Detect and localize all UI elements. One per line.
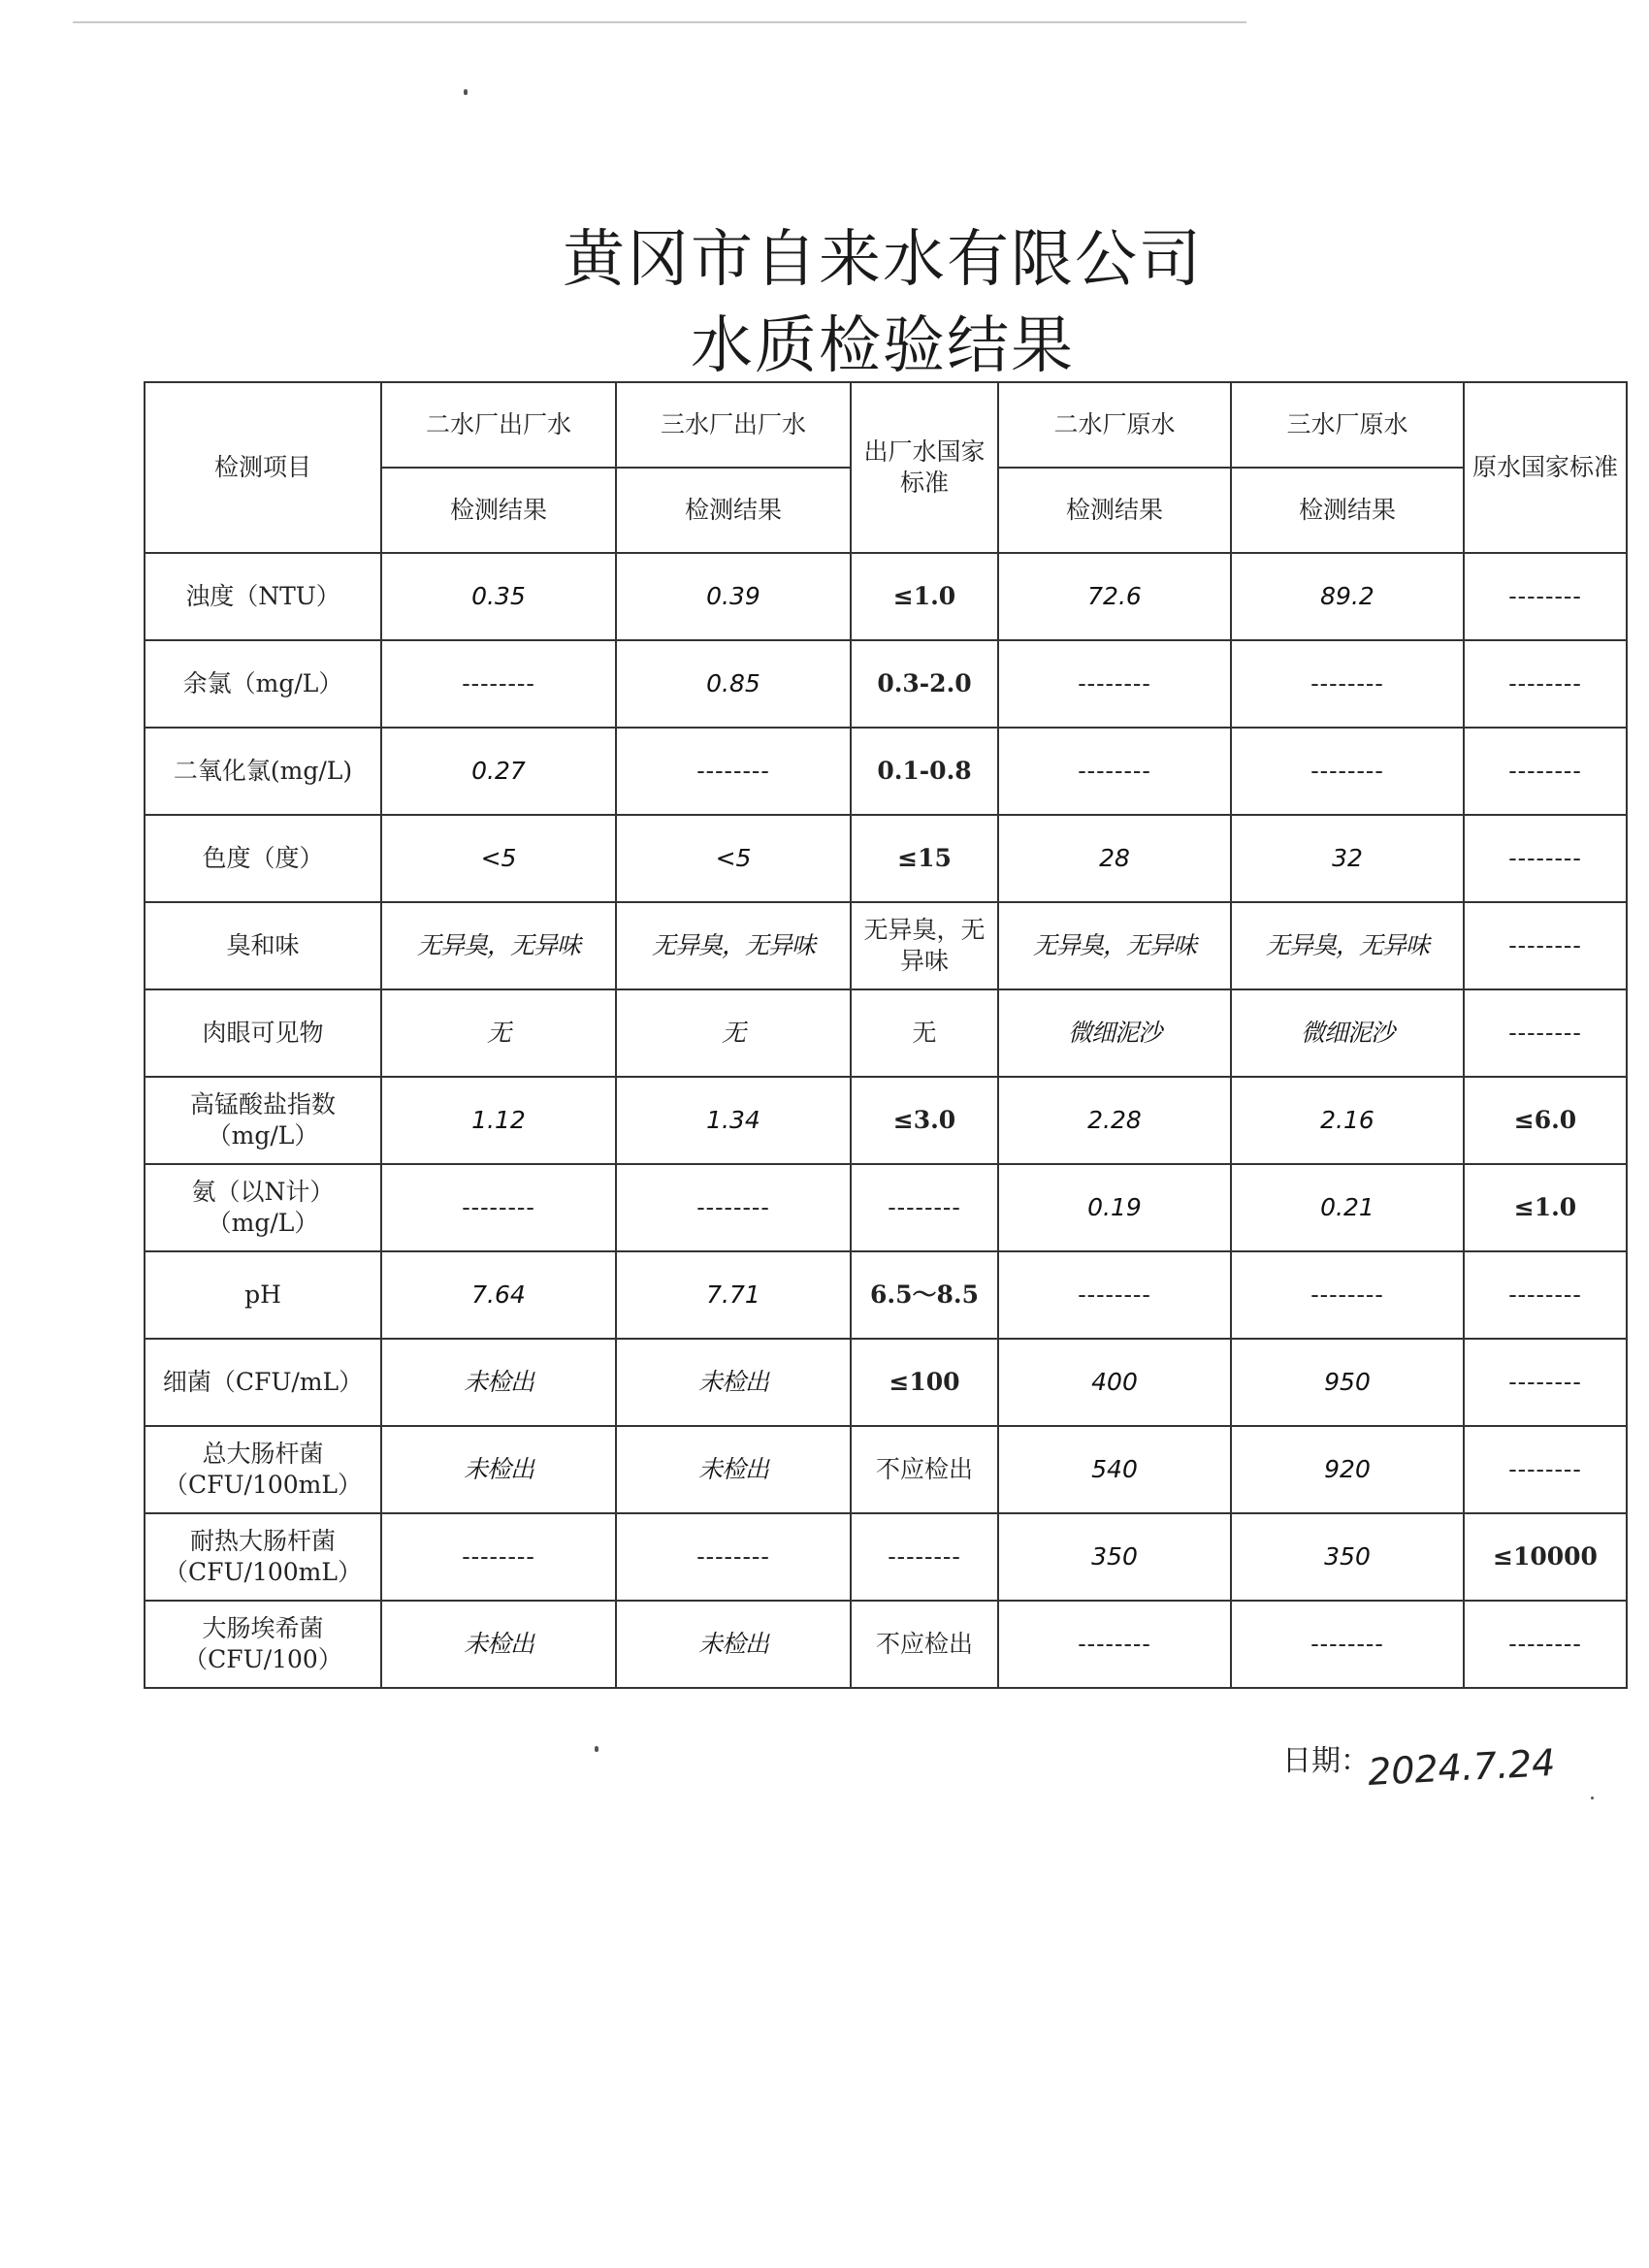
cell-raw-standard: -------- [1464,1251,1627,1339]
cell-out-standard: 不应检出 [851,1601,998,1688]
cell-out-standard: -------- [851,1513,998,1601]
cell-raw-standard: ≤10000 [1464,1513,1627,1601]
table-row [145,728,1627,815]
table-row [145,989,1627,1077]
header-result-label: 检测结果 [381,468,616,553]
cell-plant2-out: -------- [381,640,616,728]
cell-plant2-raw: -------- [998,1601,1231,1688]
cell-item: 臭和味 [145,902,381,989]
water-quality-table [144,381,1628,1689]
cell-item: 肉眼可见物 [145,989,381,1077]
header-plant3-out: 三水厂出厂水 [616,382,851,468]
cell-plant3-raw: 920 [1231,1426,1464,1513]
header-raw-standard: 原水国家标准 [1464,382,1627,553]
cell-out-standard: 无异臭，无异味 [851,902,998,989]
header-result-label: 检测结果 [1231,468,1464,553]
cell-item: 色度（度） [145,815,381,902]
cell-plant3-raw: -------- [1231,1601,1464,1688]
header-result-label: 检测结果 [616,468,851,553]
cell-item: 耐热大肠杆菌（CFU/100mL） [145,1513,381,1601]
cell-item: 浊度（NTU） [145,553,381,640]
cell-plant2-raw: 0.19 [998,1164,1231,1251]
cell-plant3-raw: 无异臭，无异味 [1231,902,1464,989]
cell-out-standard: 0.3-2.0 [851,640,998,728]
cell-item: 细菌（CFU/mL） [145,1339,381,1426]
cell-plant3-raw: 微细泥沙 [1231,989,1464,1077]
cell-plant3-out: -------- [616,728,851,815]
cell-out-standard: ≤100 [851,1339,998,1426]
header-out-standard: 出厂水国家标准 [851,382,998,553]
table-row [145,1339,1627,1426]
cell-plant3-raw: -------- [1231,640,1464,728]
cell-raw-standard: -------- [1464,989,1627,1077]
cell-plant2-out: 无异臭，无异味 [381,902,616,989]
cell-out-standard: ≤3.0 [851,1077,998,1164]
cell-plant2-out: 7.64 [381,1251,616,1339]
cell-raw-standard: -------- [1464,1426,1627,1513]
table-row [145,640,1627,728]
cell-plant2-out: 0.35 [381,553,616,640]
cell-item: 高锰酸盐指数（mg/L） [145,1077,381,1164]
table-row [145,553,1627,640]
cell-plant2-raw: -------- [998,728,1231,815]
cell-out-standard: ≤1.0 [851,553,998,640]
cell-out-standard: 0.1-0.8 [851,728,998,815]
cell-plant2-out: -------- [381,1164,616,1251]
table-row [145,1251,1627,1339]
cell-raw-standard: -------- [1464,902,1627,989]
cell-item: 大肠埃希菌（CFU/100） [145,1601,381,1688]
cell-plant3-out: 1.34 [616,1077,851,1164]
header-plant3-raw: 三水厂原水 [1231,382,1464,468]
cell-plant3-raw: 2.16 [1231,1077,1464,1164]
report-title: 水质检验结果 [691,310,1075,382]
table-row [145,902,1627,989]
cell-plant3-out: 0.85 [616,640,851,728]
cell-plant2-raw: 无异臭，无异味 [998,902,1231,989]
cell-item: 氨（以N计）（mg/L） [145,1164,381,1251]
cell-out-standard: ≤15 [851,815,998,902]
cell-out-standard: 6.5～8.5 [851,1251,998,1339]
cell-raw-standard: ≤6.0 [1464,1077,1627,1164]
cell-out-standard: 不应检出 [851,1426,998,1513]
cell-plant2-out: 1.12 [381,1077,616,1164]
cell-item: 二氧化氯(mg/L) [145,728,381,815]
header-plant2-raw: 二水厂原水 [998,382,1231,468]
cell-plant3-out: 无异臭，无异味 [616,902,851,989]
cell-plant2-raw: 72.6 [998,553,1231,640]
cell-plant2-raw: 微细泥沙 [998,989,1231,1077]
cell-plant3-raw: 89.2 [1231,553,1464,640]
header-item: 检测项目 [145,382,381,553]
table-row [145,1077,1627,1164]
table-row [145,815,1627,902]
cell-plant3-raw: 350 [1231,1513,1464,1601]
cell-item: 总大肠杆菌（CFU/100mL） [145,1426,381,1513]
cell-raw-standard: -------- [1464,553,1627,640]
table-row [145,1513,1627,1601]
cell-raw-standard: -------- [1464,1339,1627,1426]
cell-plant3-out: <5 [616,815,851,902]
cell-plant3-raw: 950 [1231,1339,1464,1426]
cell-item: pH [145,1251,381,1339]
header-plant2-out: 二水厂出厂水 [381,382,616,468]
cell-plant3-out: 0.39 [616,553,851,640]
header-result-label: 检测结果 [998,468,1231,553]
cell-plant2-raw: 28 [998,815,1231,902]
cell-raw-standard: ≤1.0 [1464,1164,1627,1251]
cell-plant3-out: -------- [616,1164,851,1251]
table-row [145,1164,1627,1251]
cell-plant2-out: 未检出 [381,1601,616,1688]
cell-plant2-out: <5 [381,815,616,902]
cell-plant2-raw: -------- [998,640,1231,728]
cell-plant2-out: -------- [381,1513,616,1601]
company-title: 黄冈市自来水有限公司 [563,224,1203,296]
cell-plant3-out: 无 [616,989,851,1077]
cell-plant3-raw: 0.21 [1231,1164,1464,1251]
table-body [145,553,1627,1688]
cell-plant2-out: 0.27 [381,728,616,815]
scan-speck [595,1746,598,1752]
cell-plant2-out: 未检出 [381,1339,616,1426]
header-row-1 [145,382,1627,468]
scan-speck [464,89,468,95]
cell-raw-standard: -------- [1464,815,1627,902]
cell-plant3-out: 未检出 [616,1339,851,1426]
cell-item: 余氯（mg/L） [145,640,381,728]
cell-plant2-raw: -------- [998,1251,1231,1339]
cell-plant2-raw: 400 [998,1339,1231,1426]
cell-plant3-raw: -------- [1231,728,1464,815]
scan-speck [1591,1797,1594,1799]
cell-plant3-out: -------- [616,1513,851,1601]
cell-plant3-out: 7.71 [616,1251,851,1339]
cell-plant2-raw: 350 [998,1513,1231,1601]
cell-plant2-raw: 2.28 [998,1077,1231,1164]
cell-out-standard: 无 [851,989,998,1077]
cell-plant2-raw: 540 [998,1426,1231,1513]
top-rule [73,21,1246,23]
cell-out-standard: -------- [851,1164,998,1251]
table-row [145,1601,1627,1688]
date-value: 2024.7.24 [1366,1740,1557,1795]
cell-raw-standard: -------- [1464,640,1627,728]
date-label: 日期： [1282,1744,1370,1778]
cell-plant3-out: 未检出 [616,1601,851,1688]
cell-plant2-out: 无 [381,989,616,1077]
cell-plant3-out: 未检出 [616,1426,851,1513]
cell-raw-standard: -------- [1464,1601,1627,1688]
cell-plant3-raw: 32 [1231,815,1464,902]
table-row [145,1426,1627,1513]
cell-raw-standard: -------- [1464,728,1627,815]
cell-plant3-raw: -------- [1231,1251,1464,1339]
cell-plant2-out: 未检出 [381,1426,616,1513]
